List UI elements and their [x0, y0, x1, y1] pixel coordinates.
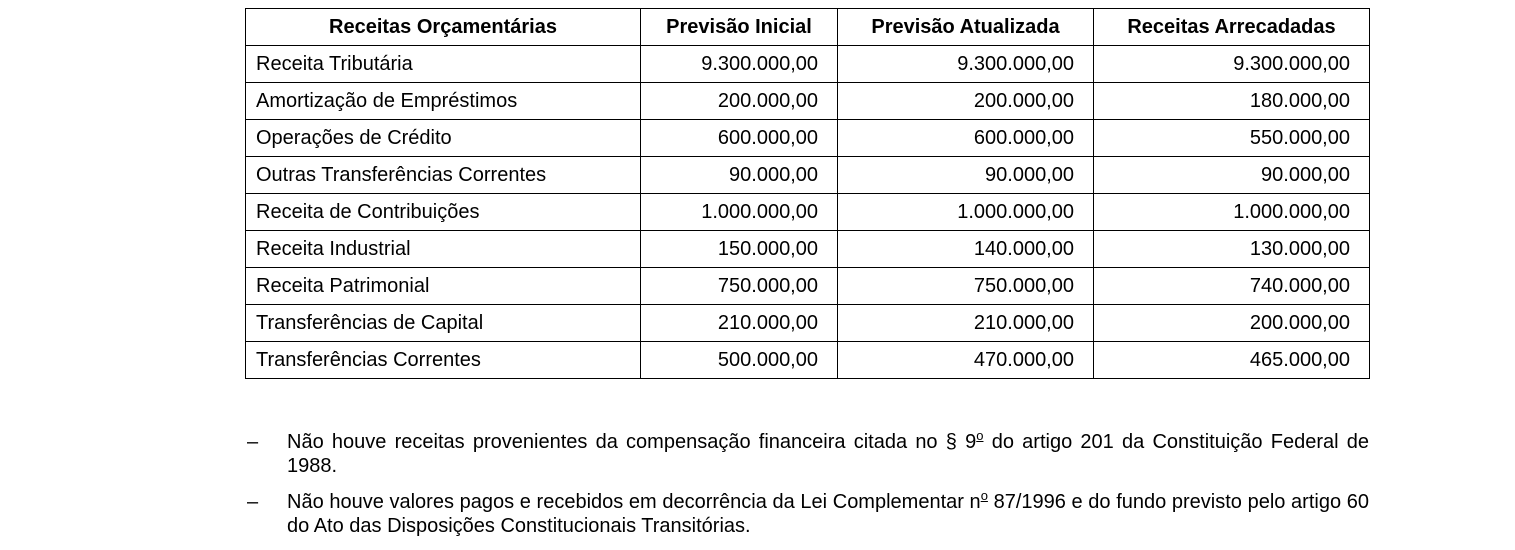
note-text	[287, 490, 1369, 538]
previsao-inicial-cell: 210.000,00	[641, 305, 838, 342]
row-label: Receita Patrimonial	[246, 268, 641, 305]
dash-bullet: –	[247, 491, 259, 513]
ordinal-superscript: o	[976, 428, 984, 443]
previsao-inicial-cell: 9.300.000,00	[641, 46, 838, 83]
table-row	[246, 83, 1370, 120]
table-row	[246, 194, 1370, 231]
note-text-start: Não houve receitas provenientes da compensação financeira citada no § 9	[287, 431, 977, 453]
previsao-atualizada-cell: 470.000,00	[838, 342, 1094, 379]
row-label: Transferências de Capital	[246, 305, 641, 342]
receitas-arrecadadas-cell: 130.000,00	[1094, 231, 1370, 268]
column-header-previsao-inicial: Previsão Inicial	[641, 9, 838, 46]
receitas-table	[245, 8, 1370, 379]
previsao-inicial-cell: 90.000,00	[641, 157, 838, 194]
row-label: Receita Industrial	[246, 231, 641, 268]
previsao-atualizada-cell: 200.000,00	[838, 83, 1094, 120]
previsao-atualizada-cell: 750.000,00	[838, 268, 1094, 305]
table-row	[246, 305, 1370, 342]
row-label: Amortização de Empréstimos	[246, 83, 641, 120]
previsao-atualizada-cell: 210.000,00	[838, 305, 1094, 342]
previsao-inicial-cell: 150.000,00	[641, 231, 838, 268]
notes-list	[245, 430, 1369, 550]
table-row	[246, 46, 1370, 83]
table-row	[246, 342, 1370, 379]
row-label: Operações de Crédito	[246, 120, 641, 157]
previsao-inicial-cell: 1.000.000,00	[641, 194, 838, 231]
previsao-atualizada-cell: 600.000,00	[838, 120, 1094, 157]
column-header-receitas: Receitas Orçamentárias	[246, 9, 641, 46]
receitas-arrecadadas-cell: 180.000,00	[1094, 83, 1370, 120]
previsao-atualizada-cell: 9.300.000,00	[838, 46, 1094, 83]
row-label: Transferências Correntes	[246, 342, 641, 379]
row-label: Receita Tributária	[246, 46, 641, 83]
note-item	[245, 430, 1369, 478]
row-label: Outras Transferências Correntes	[246, 157, 641, 194]
ordinal-superscript: o	[980, 488, 988, 503]
previsao-inicial-cell: 500.000,00	[641, 342, 838, 379]
receitas-arrecadadas-cell: 200.000,00	[1094, 305, 1370, 342]
previsao-atualizada-cell: 140.000,00	[838, 231, 1094, 268]
column-header-receitas-arrecadadas: Receitas Arrecadadas	[1094, 9, 1370, 46]
note-item	[245, 490, 1369, 538]
table-row	[246, 157, 1370, 194]
previsao-atualizada-cell: 1.000.000,00	[838, 194, 1094, 231]
column-header-previsao-atualizada: Previsão Atualizada	[838, 9, 1094, 46]
receitas-arrecadadas-cell: 90.000,00	[1094, 157, 1370, 194]
previsao-atualizada-cell: 90.000,00	[838, 157, 1094, 194]
table-row	[246, 231, 1370, 268]
note-text-end: do artigo 201 da Constituição Federal de 1988.	[287, 431, 1370, 477]
row-label: Receita de Contribuições	[246, 194, 641, 231]
previsao-inicial-cell: 600.000,00	[641, 120, 838, 157]
note-text-end: 87/1996 e do fundo previsto pelo artigo 60 do Ato das Disposições Constitucionais Transitórias.	[287, 491, 1369, 537]
dash-bullet: –	[247, 431, 259, 453]
previsao-inicial-cell: 750.000,00	[641, 268, 838, 305]
table-header-row	[246, 9, 1370, 46]
note-text-start: Não houve valores pagos e recebidos em decorrência da Lei Complementar n	[287, 491, 981, 513]
table-row	[246, 268, 1370, 305]
receitas-arrecadadas-cell: 465.000,00	[1094, 342, 1370, 379]
receitas-arrecadadas-cell: 1.000.000,00	[1094, 194, 1370, 231]
note-text	[287, 430, 1369, 478]
receitas-arrecadadas-cell: 9.300.000,00	[1094, 46, 1370, 83]
previsao-inicial-cell: 200.000,00	[641, 83, 838, 120]
table-row	[246, 120, 1370, 157]
receitas-arrecadadas-cell: 550.000,00	[1094, 120, 1370, 157]
receitas-arrecadadas-cell: 740.000,00	[1094, 268, 1370, 305]
